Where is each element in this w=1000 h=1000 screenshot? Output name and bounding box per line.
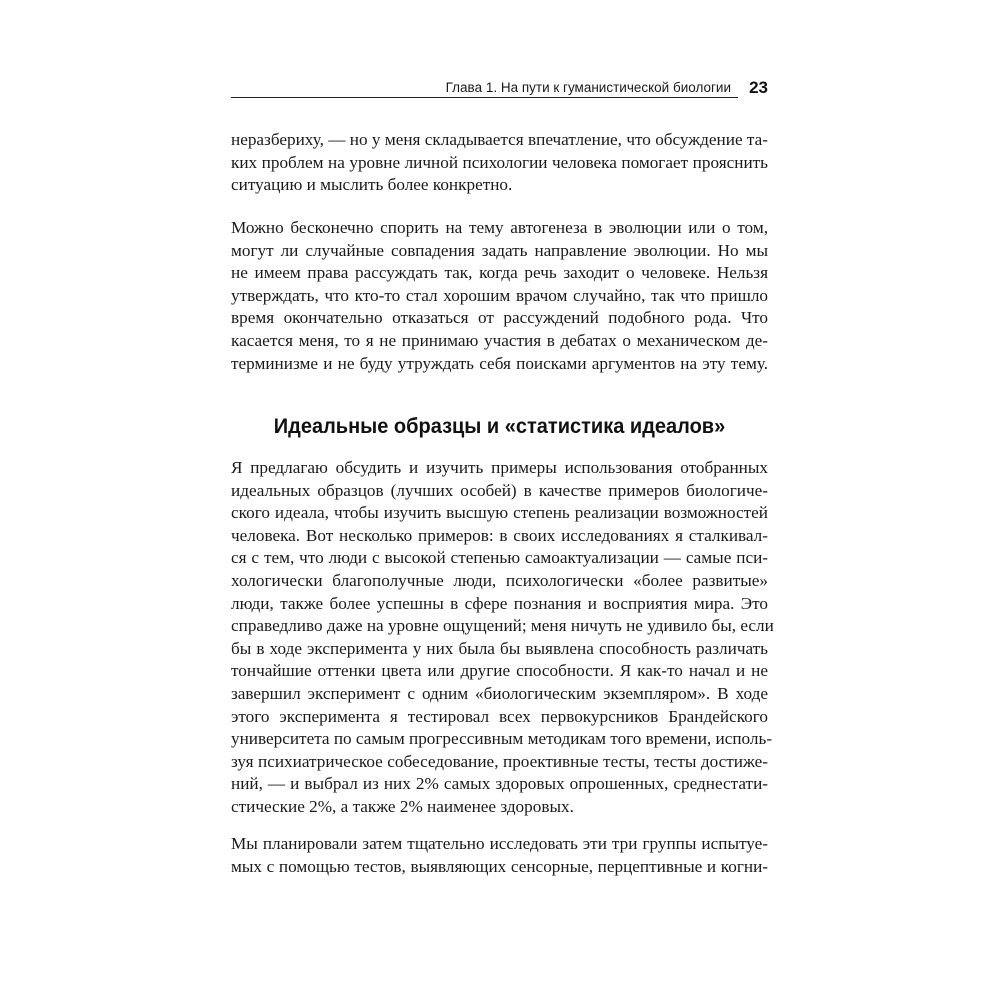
text-line: ний, — и выбрал из них 2% самых здоровых опрошенных, среднестати- <box>231 774 768 794</box>
page-number: 23 <box>749 78 768 97</box>
text-line: бы в ходе эксперимента у них была бы выявлена способность различать <box>231 638 768 658</box>
text-line: касается меня, то я не принимаю участия в дебатах о механическом де- <box>231 330 768 350</box>
text-line: не имеем права рассуждать так, когда речь заходит о человеке. Нельзя <box>231 263 768 283</box>
text-line: могут ли случайные совпадения задать направление эволюции. Но мы <box>231 240 768 260</box>
text-line: ского идеала, чтобы изучить высшую степень реализации возможностей <box>231 503 768 523</box>
text-line: справедливо даже на уровне ощущений; меня ничуть не удивило бы, если <box>231 616 774 636</box>
text-line: терминизме и не буду утруждать себя поисками аргументов на эту тему. <box>231 353 768 373</box>
text-line: Я предлагаю обсудить и изучить примеры использования отобранных <box>231 458 768 477</box>
text-line: Можно бесконечно спорить на тему автогенеза в эволюции или о том, <box>231 218 768 237</box>
running-header <box>231 80 768 102</box>
header-rule <box>231 97 738 98</box>
section-heading: Идеальные образцы и «статистика идеалов» <box>273 414 726 438</box>
text-line: ся с тем, что люди с высокой степенью самоактуализации — самые пси- <box>231 548 768 568</box>
text-line: ких проблем на уровне личной психологии человека помогает прояснить <box>231 152 768 172</box>
text-line: человека. Вот несколько примеров: в своих исследованиях я сталкивал- <box>231 525 768 545</box>
paragraph-4 <box>231 833 768 878</box>
text-line: время окончательно отказаться от рассуждений подобного рода. Что <box>231 308 768 328</box>
text-line: утверждать, что кто-то стал хорошим врачом случайно, так что пришло <box>231 285 768 305</box>
text-line: хологически благополучные люди, психологически «более развитые» <box>231 570 768 590</box>
paragraph-1 <box>231 129 768 197</box>
text-line: стические 2%, а также 2% наименее здоровых. <box>231 796 574 816</box>
text-line: люди, также более успешны в сфере познания и восприятия мира. Это <box>231 593 768 613</box>
text-line: неразбериху, — но у меня складывается впечатление, что обсуждение та- <box>231 130 768 149</box>
text-line: тончайшие оттенки цвета или другие способности. Я как-то начал и не <box>231 661 768 681</box>
text-line: этого эксперимента я тестировал всех первокурсников Брандейского <box>231 706 768 726</box>
paragraph-2 <box>231 217 768 375</box>
text-line: завершил эксперимент с одним «биологическим экземпляром». В ходе <box>231 683 768 703</box>
text-line: мых с помощью тестов, выявляющих сенсорные, перцептивные и когни- <box>231 856 768 876</box>
text-line: зуя психиатрическое собеседование, проективные тесты, тесты достиже- <box>231 751 768 771</box>
chapter-title: Глава 1. На пути к гуманистической биологии <box>445 80 731 95</box>
text-line: ситуацию и мыслить более конкретно. <box>231 175 513 195</box>
text-line: идеальных образцов (лучших особей) в качестве примеров биологиче- <box>231 480 768 500</box>
text-line: университета по самым прогрессивным методикам того времени, исполь- <box>231 729 773 749</box>
paragraph-3 <box>231 457 774 819</box>
text-line: Мы планировали затем тщательно исследовать эти три группы испытуе- <box>231 834 768 853</box>
